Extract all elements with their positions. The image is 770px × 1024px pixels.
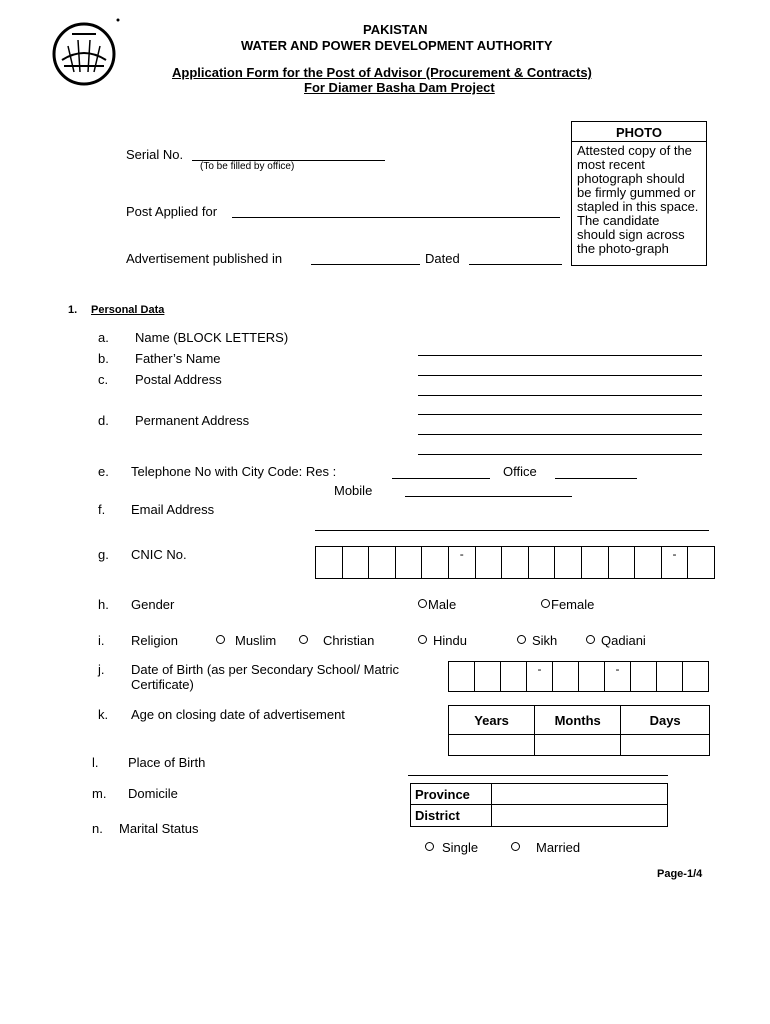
place-of-birth-label: Place of Birth xyxy=(128,755,206,770)
dob-boxes[interactable] xyxy=(448,661,709,692)
cnic-dash: - xyxy=(662,547,689,578)
cnic-cell[interactable] xyxy=(635,547,662,578)
postal-address-line[interactable] xyxy=(418,395,702,396)
religion-sikh-option[interactable] xyxy=(517,633,557,648)
header-country: PAKISTAN xyxy=(363,22,428,37)
option-label: Female xyxy=(551,597,595,612)
marital-single-option[interactable] xyxy=(425,840,478,855)
header-org: WATER AND POWER DEVELOPMENT AUTHORITY xyxy=(241,38,553,53)
cnic-boxes[interactable] xyxy=(315,546,715,579)
item-key: d. xyxy=(98,413,109,428)
cnic-dash: - xyxy=(449,547,476,578)
marital-status-label: Marital Status xyxy=(119,821,199,836)
cnic-cell[interactable] xyxy=(369,547,396,578)
photo-box xyxy=(571,121,707,266)
permanent-address-line[interactable] xyxy=(418,454,702,455)
name-line[interactable] xyxy=(418,355,702,356)
postal-address-label: Postal Address xyxy=(135,372,222,387)
gender-male-option[interactable] xyxy=(418,597,456,612)
cnic-cell[interactable] xyxy=(582,547,609,578)
radio-icon[interactable] xyxy=(517,635,526,644)
item-key: b. xyxy=(98,351,109,366)
advert-line[interactable] xyxy=(311,264,420,265)
cnic-cell[interactable] xyxy=(343,547,370,578)
option-label: Muslim xyxy=(235,633,277,648)
name-label: Name (BLOCK LETTERS) xyxy=(135,330,289,345)
cnic-cell[interactable] xyxy=(609,547,636,578)
radio-icon[interactable] xyxy=(586,635,595,644)
item-key: n. xyxy=(92,821,103,836)
age-months-header: Months xyxy=(535,706,621,735)
item-key: h. xyxy=(98,597,109,612)
marital-married-option[interactable] xyxy=(511,840,580,855)
domicile-table xyxy=(410,783,668,827)
radio-icon[interactable] xyxy=(418,599,427,608)
telephone-label: Telephone No with City Code: Res : xyxy=(131,464,337,479)
place-of-birth-line[interactable] xyxy=(408,775,668,776)
dob-cell[interactable] xyxy=(683,662,709,691)
mobile-line[interactable] xyxy=(405,496,572,497)
province-label: Province xyxy=(411,784,492,805)
item-key: g. xyxy=(98,547,109,562)
dob-cell[interactable] xyxy=(501,662,527,691)
province-cell[interactable] xyxy=(492,784,668,805)
gender-female-option[interactable] xyxy=(541,597,594,612)
telephone-res-line[interactable] xyxy=(392,478,490,479)
telephone-office-line[interactable] xyxy=(555,478,637,479)
age-table xyxy=(448,705,710,756)
cnic-cell[interactable] xyxy=(396,547,423,578)
age-label: Age on closing date of advertisement xyxy=(131,707,345,722)
dob-dash: - xyxy=(605,662,631,691)
religion-muslim-option[interactable] xyxy=(216,633,276,648)
father-name-line[interactable] xyxy=(418,375,702,376)
serial-label: Serial No. xyxy=(126,147,184,162)
radio-icon[interactable] xyxy=(511,842,520,851)
age-years-header: Years xyxy=(449,706,535,735)
dated-label: Dated xyxy=(425,251,460,266)
form-title: Application Form for the Post of Advisor (Procurement & Contracts) xyxy=(172,65,592,80)
radio-icon[interactable] xyxy=(418,635,427,644)
radio-icon[interactable] xyxy=(216,635,225,644)
email-line[interactable] xyxy=(315,530,709,531)
religion-qadiani-option[interactable] xyxy=(586,633,646,648)
dob-cell[interactable] xyxy=(475,662,501,691)
dob-dash: - xyxy=(527,662,553,691)
serial-note: (To be filled by office) xyxy=(200,161,295,172)
dob-cell[interactable] xyxy=(631,662,657,691)
office-label: Office xyxy=(503,464,537,479)
cnic-cell[interactable] xyxy=(422,547,449,578)
cnic-cell[interactable] xyxy=(476,547,503,578)
option-label: Qadiani xyxy=(601,633,646,648)
age-months-cell[interactable] xyxy=(535,735,621,756)
religion-hindu-option[interactable] xyxy=(418,633,467,648)
dob-cell[interactable] xyxy=(553,662,579,691)
dob-cell[interactable] xyxy=(657,662,683,691)
option-label: Married xyxy=(536,840,581,855)
option-label: Hindu xyxy=(433,633,467,648)
cnic-cell[interactable] xyxy=(316,547,343,578)
option-label: Single xyxy=(442,840,479,855)
post-label: Post Applied for xyxy=(126,204,218,219)
dob-cell[interactable] xyxy=(579,662,605,691)
item-key: i. xyxy=(98,633,105,648)
district-label: District xyxy=(411,805,492,827)
section-title: Personal Data xyxy=(91,304,165,316)
section-number: 1. xyxy=(68,304,78,316)
district-cell[interactable] xyxy=(492,805,668,827)
gender-label: Gender xyxy=(131,597,175,612)
cnic-cell[interactable] xyxy=(529,547,556,578)
mobile-label: Mobile xyxy=(334,483,373,498)
cnic-label: CNIC No. xyxy=(131,547,187,562)
permanent-address-label: Permanent Address xyxy=(135,413,250,428)
radio-icon[interactable] xyxy=(425,842,434,851)
item-key: m. xyxy=(92,786,107,801)
dated-line[interactable] xyxy=(469,264,562,265)
radio-icon[interactable] xyxy=(299,635,308,644)
age-days-header: Days xyxy=(621,706,710,735)
wapda-logo xyxy=(48,16,124,88)
item-key: c. xyxy=(98,372,109,387)
dob-label-cont: Certificate) xyxy=(131,677,194,692)
dob-cell[interactable] xyxy=(449,662,475,691)
religion-christian-option[interactable] xyxy=(299,633,374,648)
item-key: j. xyxy=(98,662,105,677)
photo-heading: PHOTO xyxy=(572,122,706,142)
radio-icon[interactable] xyxy=(541,599,550,608)
option-label: Christian xyxy=(323,633,375,648)
email-label: Email Address xyxy=(131,502,215,517)
item-key: a. xyxy=(98,330,109,345)
post-line[interactable] xyxy=(232,217,560,218)
domicile-label: Domicile xyxy=(128,786,178,801)
age-years-cell[interactable] xyxy=(449,735,535,756)
permanent-address-line[interactable] xyxy=(418,434,702,435)
dob-label: Date of Birth (as per Secondary School/ Matric xyxy=(131,662,400,677)
advert-label: Advertisement published in xyxy=(126,251,283,266)
item-key: k. xyxy=(98,707,109,722)
page-number: Page-1/4 xyxy=(657,868,703,880)
photo-instructions: Attested copy of the most recent photograph should be firmly gummed or stapled in this space. The candidate should sign across the photo-graph xyxy=(577,143,699,256)
father-name-label: Father’s Name xyxy=(135,351,221,366)
age-days-cell[interactable] xyxy=(621,735,710,756)
item-key: f. xyxy=(98,502,106,517)
option-label: Male xyxy=(428,597,457,612)
cnic-cell[interactable] xyxy=(502,547,529,578)
item-key: e. xyxy=(98,464,109,479)
postal-address-line[interactable] xyxy=(418,414,702,415)
item-key: l. xyxy=(92,755,99,770)
cnic-cell[interactable] xyxy=(555,547,582,578)
option-label: Sikh xyxy=(532,633,558,648)
cnic-cell[interactable] xyxy=(688,547,715,578)
religion-label: Religion xyxy=(131,633,178,648)
form-subtitle: For Diamer Basha Dam Project xyxy=(304,80,495,95)
